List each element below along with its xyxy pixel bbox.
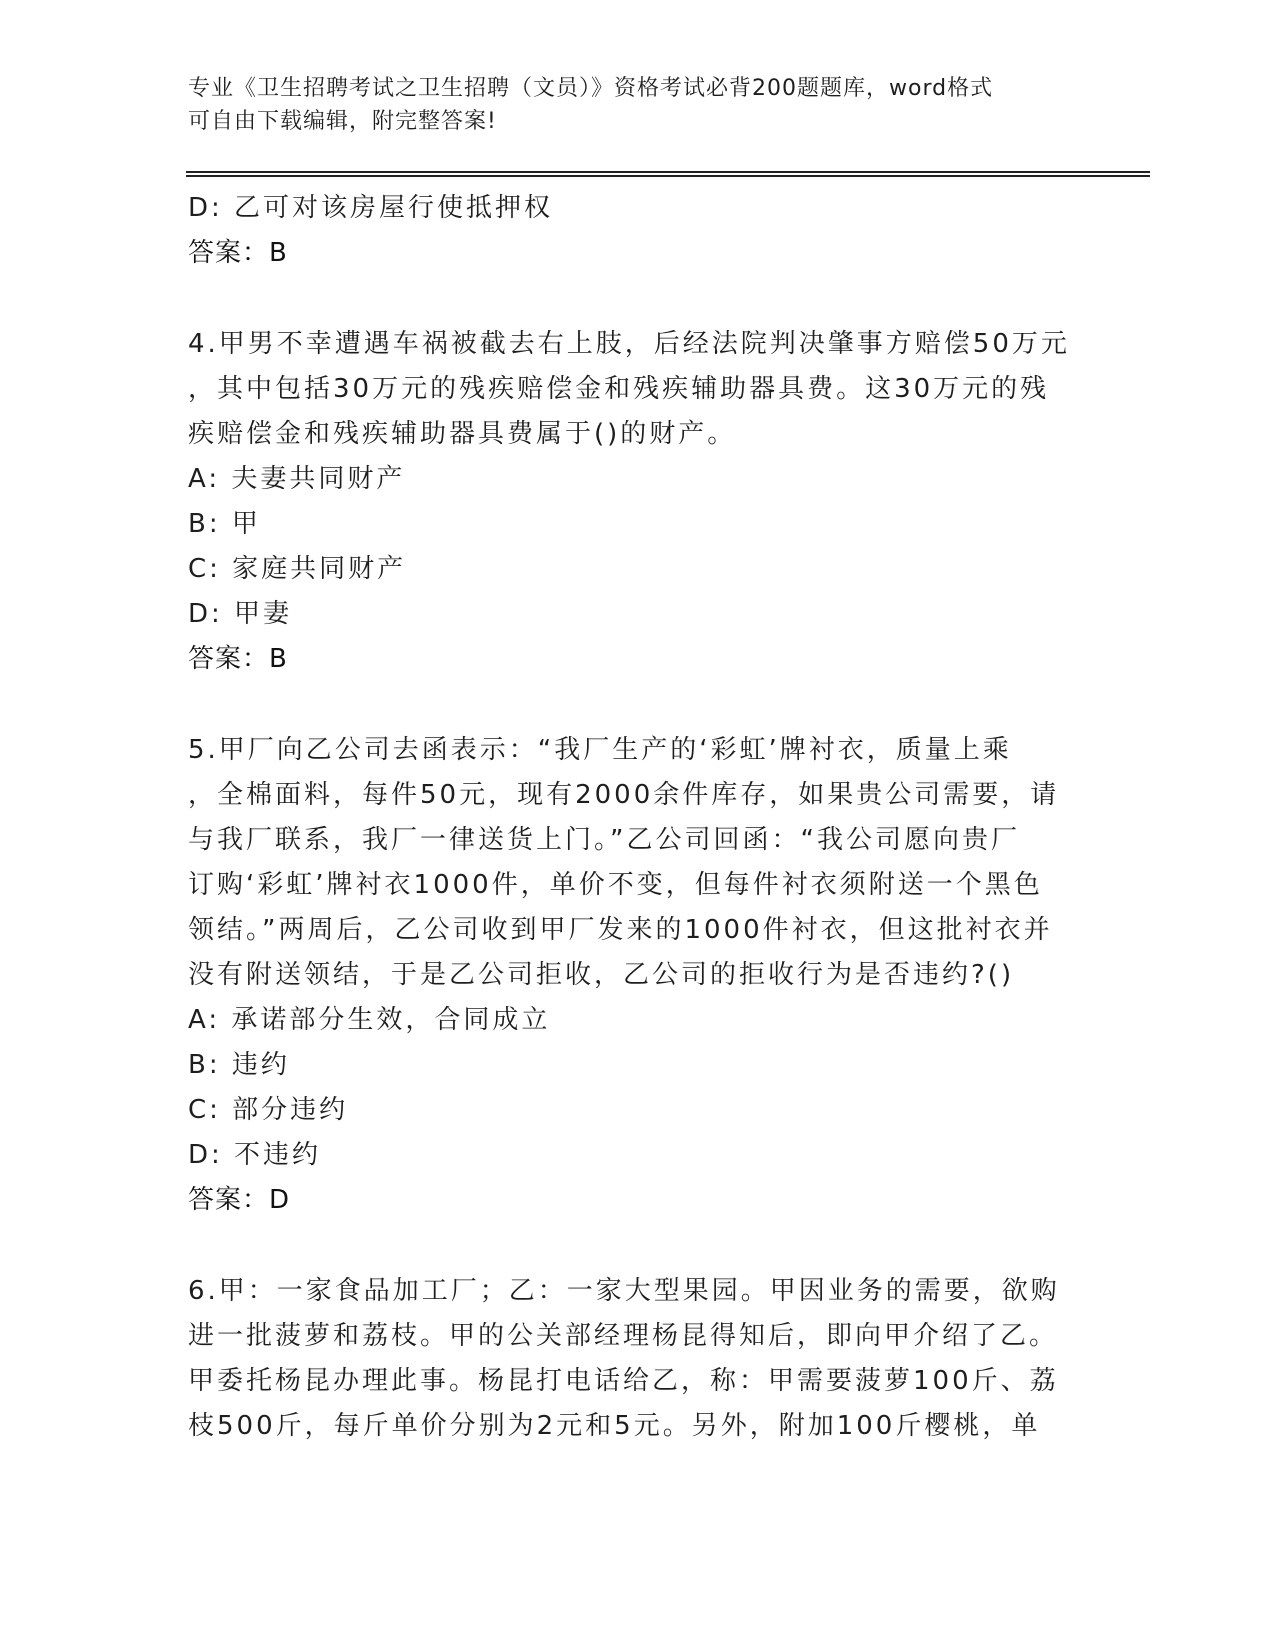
question-3-tail <box>188 186 1088 276</box>
header-line-2: 可自由下载编辑，附完整答案! <box>188 109 497 134</box>
option-d: D: 乙可对该房屋行使抵押权 <box>188 193 554 223</box>
document-header <box>188 72 1068 138</box>
spacer <box>188 276 1088 322</box>
answer-line: 答案：B <box>188 644 288 674</box>
question-text-line: 甲委托杨昆办理此事。杨昆打电话给乙，称：甲需要菠萝100斤、荔 <box>188 1366 1059 1396</box>
question-text-line: 进一批菠萝和荔枝。甲的公关部经理杨昆得知后，即向甲介绍了乙。 <box>188 1321 1059 1351</box>
question-text-line: 疾赔偿金和残疾辅助器具费属于()的财产。 <box>188 419 737 449</box>
question-text-line: 没有附送领结，于是乙公司拒收，乙公司的拒收行为是否违约?() <box>188 960 1015 990</box>
spacer <box>188 1223 1088 1269</box>
option-b: B: 违约 <box>188 1050 290 1080</box>
option-a: A: 夫妻共同财产 <box>188 464 406 494</box>
answer-line: 答案：D <box>188 1185 291 1215</box>
option-c: C: 家庭共同财产 <box>188 554 407 584</box>
question-text-line: ，全棉面料，每件50元，现有2000余件库存，如果贵公司需要，请 <box>188 780 1060 810</box>
header-rule-bottom <box>186 175 1150 177</box>
question-text-line: 6.甲：一家食品加工厂；乙：一家大型果园。甲因业务的需要，欲购 <box>188 1276 1060 1306</box>
question-text-line: 5.甲厂向乙公司去函表示：“我厂生产的‘彩虹’牌衬衣，质量上乘 <box>188 735 1012 765</box>
question-text-line: 4.甲男不幸遭遇车祸被截去右上肢，后经法院判决肇事方赔偿50万元 <box>188 329 1070 359</box>
option-d: D: 甲妻 <box>188 599 293 629</box>
question-text-line: 订购‘彩虹’牌衬衣1000件，单价不变，但每件衬衣须附送一个黑色 <box>188 870 1043 900</box>
header-line-1: 专业《卫生招聘考试之卫生招聘（文员）》资格考试必背200题题库，word格式 <box>188 76 994 101</box>
document-body <box>188 186 1088 1449</box>
question-5 <box>188 728 1088 1223</box>
option-d: D: 不违约 <box>188 1140 322 1170</box>
question-text-line: 领结。”两周后，乙公司收到甲厂发来的1000件衬衣，但这批衬衣并 <box>188 915 1053 945</box>
question-text-line: 与我厂联系，我厂一律送货上门。”乙公司回函：“我公司愿向贵厂 <box>188 825 1020 855</box>
question-4 <box>188 322 1088 682</box>
answer-line: 答案：B <box>188 238 288 268</box>
question-6 <box>188 1269 1088 1449</box>
option-b: B: 甲 <box>188 509 261 539</box>
option-c: C: 部分违约 <box>188 1095 349 1125</box>
question-text-line: 枝500斤，每斤单价分别为2元和5元。另外，附加100斤樱桃，单 <box>188 1411 1041 1441</box>
question-text-line: ，其中包括30万元的残疾赔偿金和残疾辅助器具费。这30万元的残 <box>188 374 1050 404</box>
option-a: A: 承诺部分生效，合同成立 <box>188 1005 551 1035</box>
header-rule-top <box>186 171 1150 173</box>
spacer <box>188 682 1088 728</box>
